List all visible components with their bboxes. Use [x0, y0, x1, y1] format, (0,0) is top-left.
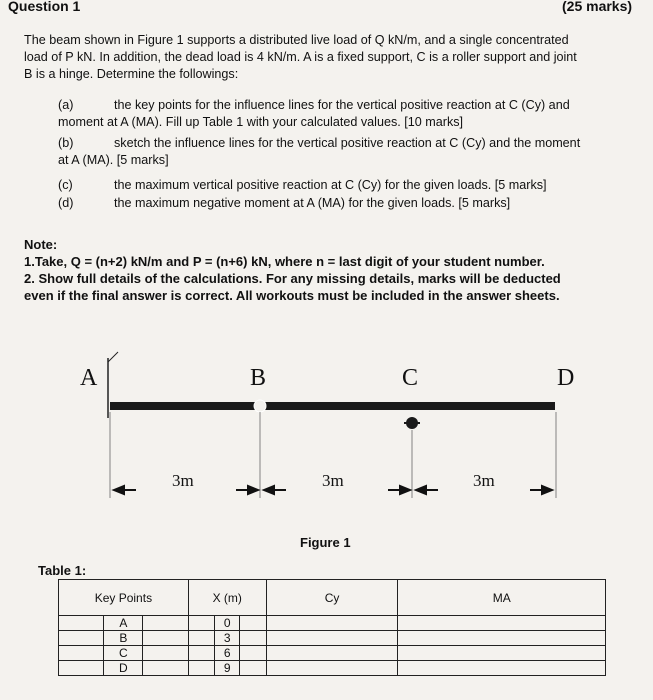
- item-a-line-2: moment at A (MA). Fill up Table 1 with your calculated values. [10 marks]: [58, 115, 464, 129]
- table-row: [59, 661, 606, 676]
- item-c: [58, 177, 648, 194]
- cell-ma-b[interactable]: [398, 631, 606, 646]
- header-x: X (m): [188, 580, 266, 616]
- item-b-tag: (b): [58, 136, 74, 150]
- dim-arrowhead-1-right: [248, 486, 258, 494]
- question-marks: (25 marks): [562, 0, 633, 14]
- intro-line-2: load of P kN. In addition, the dead load is 4 kN/m. A is a fixed support, C is a roller support and joint: [24, 50, 577, 64]
- dim-arrowhead-2-right: [400, 486, 410, 494]
- note-block: [24, 236, 649, 304]
- header-ma: MA: [398, 580, 606, 616]
- table-row: [59, 646, 606, 661]
- dim-arrowhead-3-left: [416, 486, 426, 494]
- cell-cy-d[interactable]: [266, 661, 398, 676]
- table-header-row: [59, 580, 606, 616]
- intro-line-3: B is a hinge. Determine the followings:: [24, 67, 239, 81]
- header-key-points: Key Points: [59, 580, 189, 616]
- span-cd: 3m: [473, 471, 495, 490]
- table-caption: Table 1:: [38, 563, 87, 578]
- item-d: [58, 195, 648, 212]
- cell-ma-d[interactable]: [398, 661, 606, 676]
- cell-x-c: 6: [188, 646, 266, 661]
- cell-x-d: 9: [188, 661, 266, 676]
- dim-arrowhead-1-left: [114, 486, 124, 494]
- note-line-3: even if the final answer is correct. All workouts must be included in the answer sheets.: [24, 288, 560, 303]
- note-line-2: 2. Show full details of the calculations. For any missing details, marks will be deducted: [24, 271, 561, 286]
- label-a: A: [80, 365, 98, 391]
- cell-point-d: D: [59, 661, 189, 676]
- cell-ma-c[interactable]: [398, 646, 606, 661]
- cell-point-c: C: [59, 646, 189, 661]
- dim-arrowhead-3-right: [542, 486, 552, 494]
- header-cy: Cy: [266, 580, 398, 616]
- label-c: C: [402, 365, 419, 391]
- item-b-line-1: sketch the influence lines for the vertical positive reaction at C (Cy) and the moment: [114, 136, 581, 150]
- hinge-b: [254, 400, 266, 412]
- cell-point-a: A: [59, 616, 189, 631]
- cell-ma-a[interactable]: [398, 616, 606, 631]
- beam-figure: [0, 350, 653, 520]
- item-a-line-1: the key points for the influence lines for the vertical positive reaction at C (Cy) and: [114, 98, 570, 112]
- figure-caption: Figure 1: [300, 535, 351, 550]
- item-c-line-1: the maximum vertical positive reaction at C (Cy) for the given loads. [5 marks]: [114, 178, 547, 192]
- cell-cy-b[interactable]: [266, 631, 398, 646]
- question-title: Question 1: [8, 0, 81, 14]
- cell-x-a: 0: [188, 616, 266, 631]
- item-b-line-2: at A (MA). [5 marks]: [58, 153, 169, 167]
- cell-x-b: 3: [188, 631, 266, 646]
- item-a: [58, 97, 648, 131]
- table-1: [58, 579, 606, 676]
- label-d: D: [557, 365, 575, 391]
- cell-point-b: B: [59, 631, 189, 646]
- dim-arrowhead-2-left: [264, 486, 274, 494]
- item-c-tag: (c): [58, 178, 73, 192]
- note-title: Note:: [24, 237, 58, 252]
- table-row: [59, 631, 606, 646]
- intro-line-1: The beam shown in Figure 1 supports a distributed live load of Q kN/m, and a single concentrated: [24, 33, 569, 47]
- item-d-line-1: the maximum negative moment at A (MA) for the given loads. [5 marks]: [114, 196, 511, 210]
- beam: [110, 402, 555, 410]
- item-d-tag: (d): [58, 196, 74, 210]
- note-line-1: 1.Take, Q = (n+2) kN/m and P = (n+6) kN, where n = last digit of your student number.: [24, 254, 545, 269]
- cell-cy-c[interactable]: [266, 646, 398, 661]
- table-row: [59, 616, 606, 631]
- fixed-support-hatch: [108, 352, 118, 362]
- span-bc: 3m: [322, 471, 344, 490]
- item-b: [58, 135, 648, 169]
- intro-paragraph: [24, 32, 644, 83]
- cell-cy-a[interactable]: [266, 616, 398, 631]
- item-a-tag: (a): [58, 98, 74, 112]
- span-ab: 3m: [172, 471, 194, 490]
- label-b: B: [250, 365, 267, 391]
